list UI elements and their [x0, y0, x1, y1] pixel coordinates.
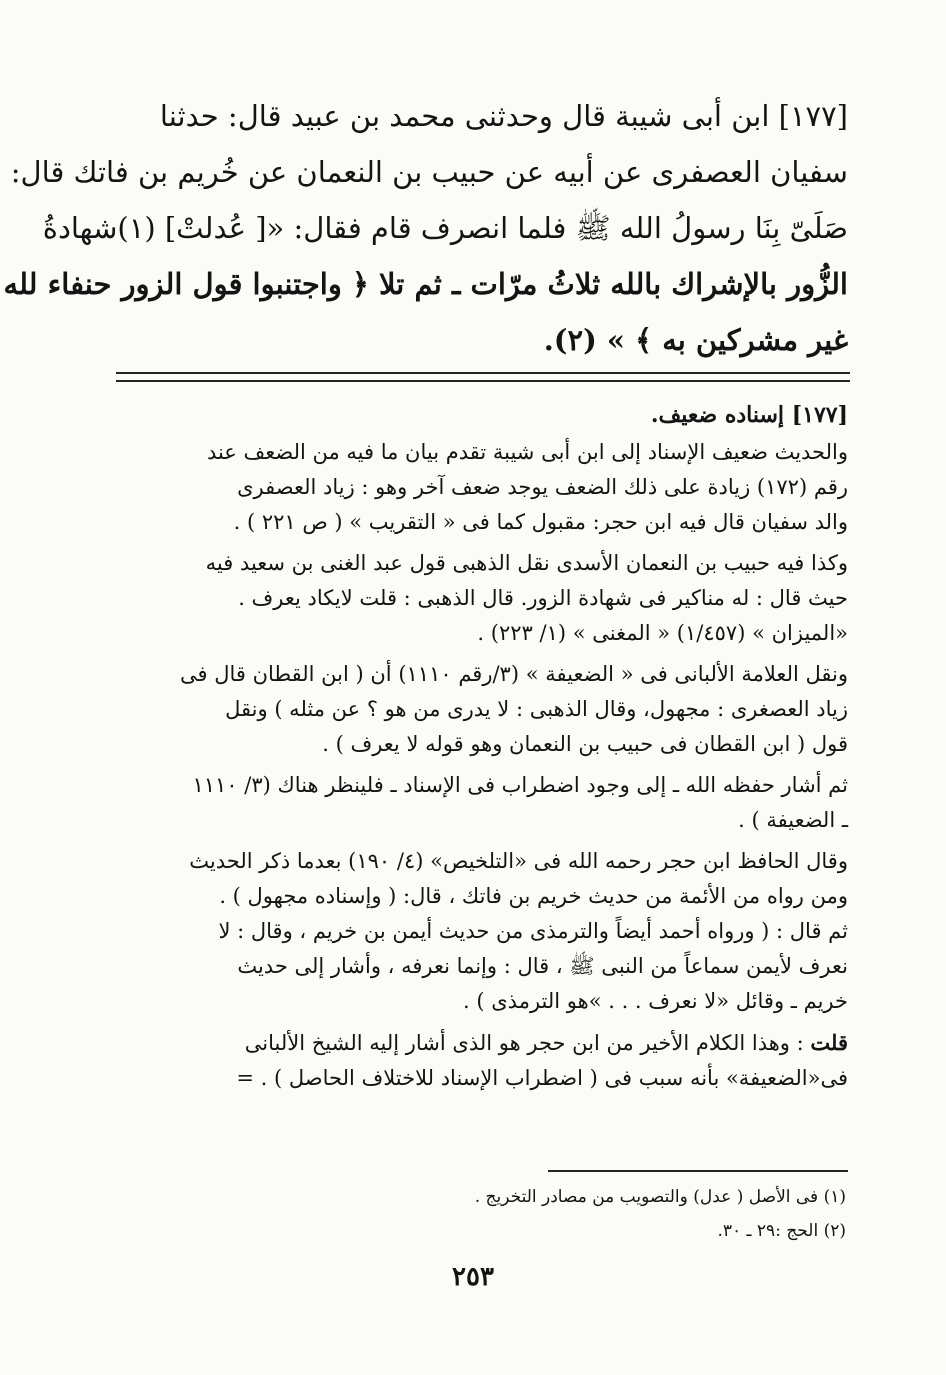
commentary-line-rest: : وهذا الكلام الأخير من ابن حجر هو الذى أشار إليه الشيخ الألبانى [244, 1031, 811, 1055]
qultu-keyword: قلت [810, 1030, 848, 1055]
footnotes [120, 1180, 846, 1248]
commentary-line: وقال الحافظ ابن حجر رحمه الله فى «التلخيص» (٤/ ١٩٠) بعدما ذكر الحديث [189, 849, 848, 873]
commentary-paragraph-3 [104, 657, 848, 762]
page-number: ٢٥٣ [452, 1262, 494, 1292]
commentary-line: ومن رواه من الأئمة من حديث خريم بن فاتك ، قال: ( وإسناده مجهول ) . [219, 884, 848, 908]
main-line-5: غير مشركين به ﴾ » (٢). [543, 323, 848, 357]
commentary-line: «الميزان » (١/٤٥٧) « المغنى » (١/ ٢٢٣) . [477, 621, 848, 645]
main-line-1: [١٧٧] ابن أبى شيبة قال وحدثنى محمد بن عبيد قال: حدثنا [159, 99, 848, 133]
footnote-1: (١) فى الأصل ( عدل) والتصويب من مصادر التخريج . [474, 1187, 846, 1207]
commentary-paragraph-5 [104, 844, 848, 1019]
commentary-line: قول ( ابن القطان فى حبيب بن النعمان وهو قوله لا يعرف ) . [322, 732, 848, 756]
commentary-heading: [١٧٧] إسناده ضعيف. [650, 402, 848, 428]
footnote-2: (٢) الحج :٢٩ ـ ٣٠. [717, 1221, 846, 1241]
section-divider-bottom [116, 380, 850, 382]
commentary-line: فى«الضعيفة» بأنه سبب فى ( اضطراب الإسناد للاختلاف الحاصل ) . = [236, 1066, 848, 1090]
main-hadith-text [3, 88, 848, 368]
commentary-paragraph-6 [104, 1025, 848, 1096]
main-line-2: سفيان العصفرى عن أبيه عن حبيب بن النعمان عن خُريم بن فاتك قال: [10, 155, 848, 189]
commentary-line: رقم (١٧٢) زيادة على ذلك الضعف يوجد ضعف آخر وهو : زياد العصفرى [237, 475, 848, 499]
section-divider-top [116, 372, 850, 374]
commentary-line: ثم قال : ( ورواه أحمد أيضاً والترمذى من حديث أيمن بن خريم ، وقال : لا [218, 919, 848, 943]
commentary-paragraph-2 [104, 546, 848, 651]
main-line-3: صَلَىّ بِنَا رسولُ الله ﷺ فلما انصرف قام فقال: «[ عُدلتْ] (١)شهادةُ [42, 211, 848, 245]
commentary-line: والحديث ضعيف الإسناد إلى ابن أبى شيبة تقدم بيان ما فيه من الضعف عند [206, 440, 848, 464]
commentary-line [104, 1025, 848, 1061]
main-line-4: الزُّور بالإشراك بالله ثلاثُ مرّات ـ ثم تلا ﴿ واجتنبوا قول الزور حنفاء لله [3, 267, 848, 301]
commentary-section [104, 398, 848, 1102]
commentary-line: ثم أشار حفظه الله ـ إلى وجود اضطراب فى الإسناد ـ فلينظر هناك (٣/ ١١١٠ [192, 773, 848, 797]
commentary-line: ـ الضعيفة ) . [738, 808, 848, 832]
commentary-line: خريم ـ وقائل «لا نعرف . . . »هو الترمذى ) . [463, 989, 848, 1013]
commentary-line: زياد العصغرى : مجهول، وقال الذهبى : لا يدرى من هو ؟ عن مثله ) ونقل [225, 697, 848, 721]
footnote-divider [548, 1170, 848, 1172]
commentary-line: والد سفيان قال فيه ابن حجر: مقبول كما فى « التقريب » ( ص ٢٢١ ) . [233, 510, 848, 534]
commentary-paragraph-4 [104, 768, 848, 838]
commentary-paragraph-1 [104, 435, 848, 540]
commentary-line: نعرف لأيمن سماعاً من النبى ﷺ ، قال : وإنما نعرفه ، وأشار إلى حديث [237, 954, 848, 978]
commentary-line: حيث قال : له مناكير فى شهادة الزور. قال الذهبى : قلت لايكاد يعرف . [238, 586, 848, 610]
commentary-line: ونقل العلامة الألبانى فى « الضعيفة » (٣/رقم ١١١٠) أن ( ابن القطان قال فى [180, 662, 848, 686]
commentary-line: وكذا فيه حبيب بن النعمان الأسدى نقل الذهبى قول عبد الغنى بن سعيد فيه [205, 551, 848, 575]
